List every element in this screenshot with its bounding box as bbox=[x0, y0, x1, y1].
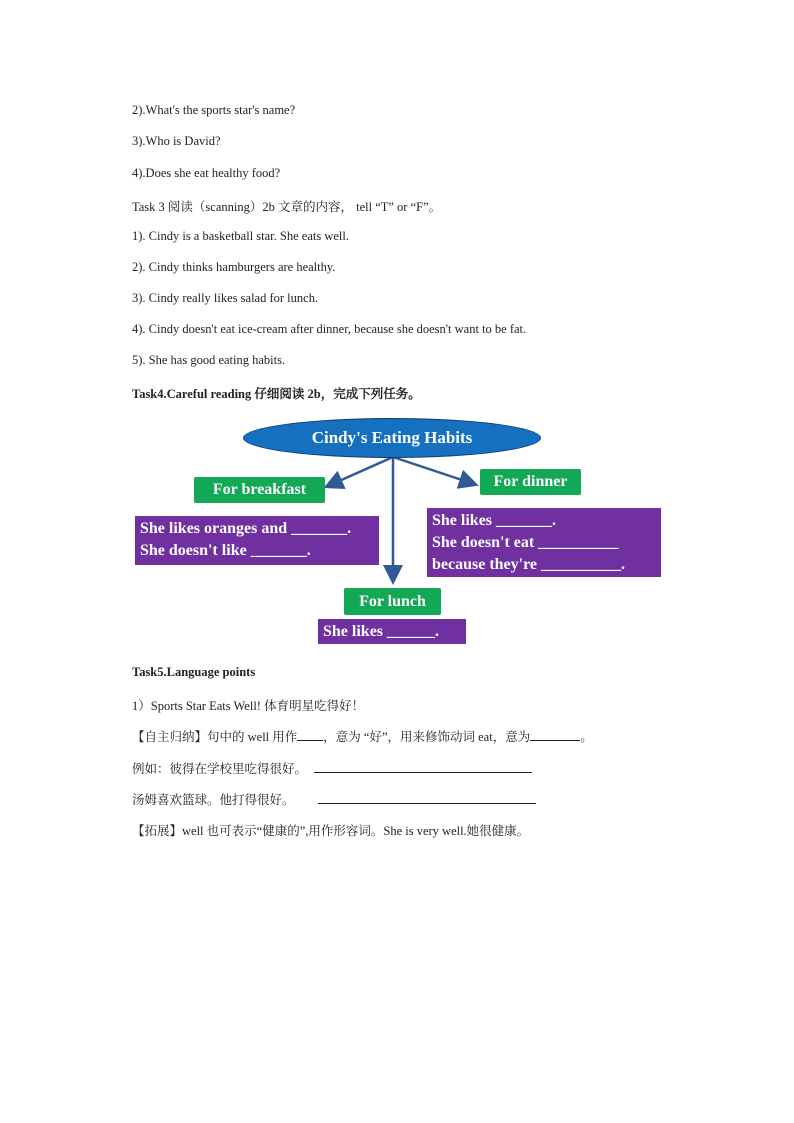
induction-text-b: ，意为 “好”，用来修饰动词 eat，意为 bbox=[323, 730, 531, 744]
dinner-label: For dinner bbox=[480, 469, 581, 495]
task3-item-4: 4). Cindy doesn't eat ice-cream after dinner, because she doesn't want to be fat. bbox=[132, 322, 527, 336]
dinner-line-3: because they're __________. bbox=[432, 556, 626, 573]
breakfast-box bbox=[135, 516, 379, 565]
question-3: 3).Who is David? bbox=[132, 134, 221, 148]
diagram-title: Cindy's Eating Habits bbox=[243, 418, 541, 458]
question-2: 2).What's the sports star's name? bbox=[132, 103, 296, 117]
blank-usage[interactable] bbox=[297, 728, 323, 741]
breakfast-label: For breakfast bbox=[194, 477, 325, 503]
example-2-line bbox=[132, 790, 536, 808]
induction-text-a: 【自主归纳】句中的 well 用作 bbox=[132, 730, 298, 744]
task3-item-2: 2). Cindy thinks hamburgers are healthy. bbox=[132, 260, 336, 274]
arrow-dinner bbox=[393, 457, 474, 484]
task5-point-1: 1）Sports Star Eats Well! 体育明星吃得好！ bbox=[132, 699, 365, 713]
example-2-blank[interactable] bbox=[318, 791, 536, 804]
breakfast-line-1: She likes oranges and _______. bbox=[140, 520, 352, 537]
arrow-breakfast bbox=[328, 457, 393, 486]
task5-heading: Task5.Language points bbox=[132, 665, 256, 679]
example-1-blank[interactable] bbox=[314, 760, 532, 773]
induction-text-c: 。 bbox=[580, 730, 593, 744]
example-2-text: 汤姆喜欢篮球。他打得很好。 bbox=[132, 793, 295, 807]
task3-item-3: 3). Cindy really likes salad for lunch. bbox=[132, 291, 319, 305]
induction-line bbox=[132, 727, 593, 745]
breakfast-line-2: She doesn't like _______. bbox=[140, 542, 311, 559]
question-4: 4).Does she eat healthy food? bbox=[132, 166, 281, 180]
dinner-box bbox=[427, 508, 661, 577]
task4-heading: Task4.Careful reading 仔细阅读 2b，完成下列任务。 bbox=[132, 387, 421, 401]
lunch-line-1: She likes ______. bbox=[323, 623, 440, 640]
lunch-label: For lunch bbox=[344, 588, 441, 615]
dinner-line-1: She likes _______. bbox=[432, 512, 557, 529]
task3-heading: Task 3 阅读（scanning）2b 文章的内容， tell “T” or “F”。 bbox=[132, 200, 442, 214]
expand-line: 【拓展】well 也可表示“健康的”,用作形容词。She is very well.她很健康。 bbox=[132, 824, 530, 838]
task3-item-1: 1). Cindy is a basketball star. She eats well. bbox=[132, 229, 349, 243]
task3-item-5: 5). She has good eating habits. bbox=[132, 353, 286, 367]
example-1-line bbox=[132, 759, 532, 777]
lunch-box bbox=[318, 619, 466, 644]
blank-meaning[interactable] bbox=[530, 728, 580, 741]
dinner-line-2: She doesn't eat __________ bbox=[432, 534, 619, 551]
example-1-text: 例如：彼得在学校里吃得很好。 bbox=[132, 762, 308, 776]
